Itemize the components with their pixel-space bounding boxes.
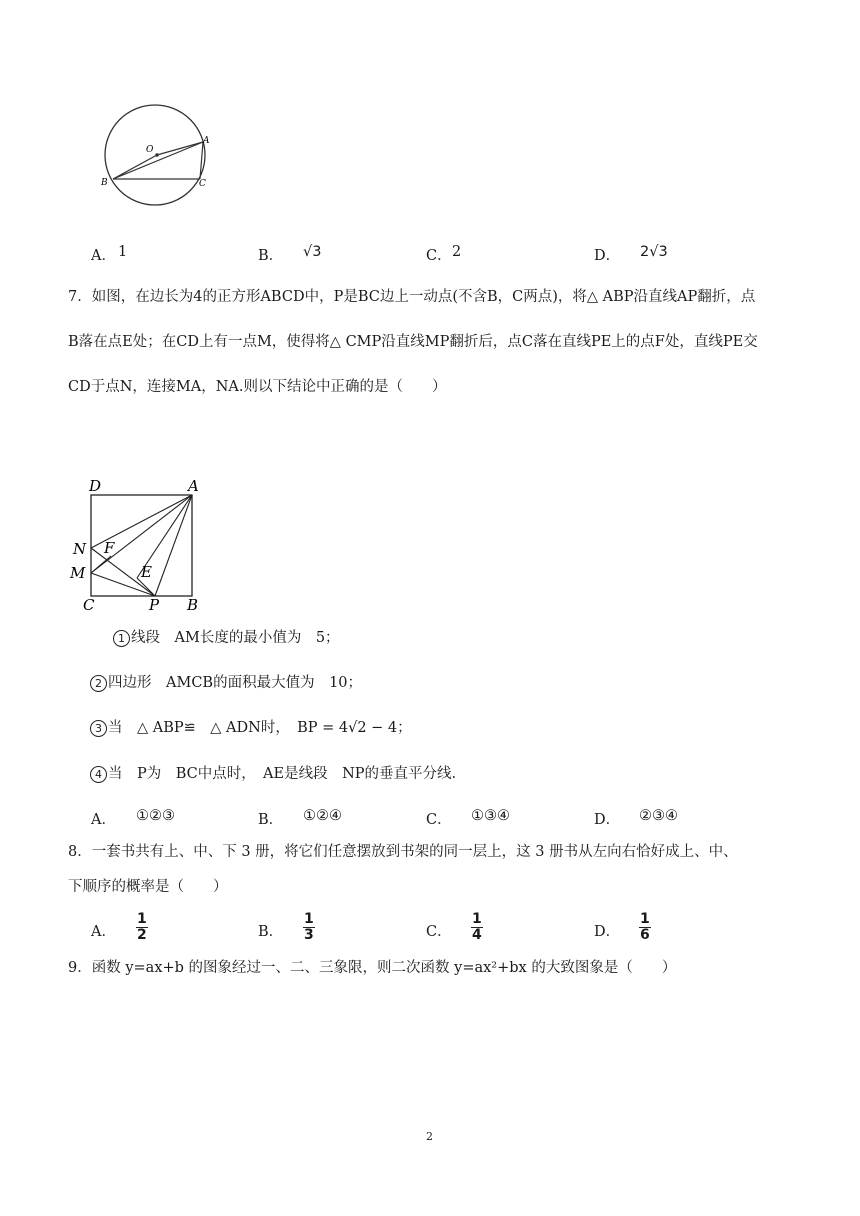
q7-item-3-text: 当 △ ABP≌ △ ADN时， BP = 4√2 − 4；: [108, 720, 412, 736]
q7-option-d-value: ②③④: [639, 808, 678, 824]
q7-option-d-letter: D．: [594, 812, 621, 828]
q7-label-d: D: [89, 477, 102, 495]
circled-number-1: 1: [113, 630, 130, 647]
q7-label-p: P: [149, 596, 160, 614]
q7-item-3: [90, 716, 412, 737]
q8-option-a-letter: A．: [91, 924, 116, 940]
q6-option-d-value: 2√3: [640, 244, 668, 260]
q6-option-b-letter: B．: [258, 248, 284, 264]
q6-option-a-letter: A．: [91, 248, 116, 264]
q7-label-e: E: [141, 563, 152, 581]
q6-option-b-value: √3: [303, 244, 322, 260]
q7-item-1: [113, 626, 340, 647]
q7-stem-line2: B落在点E处；在CD上有一点M，使得将△ CMP沿直线MP翻折后，点C落在直线PE上的点F处，直线PE交: [68, 334, 758, 350]
q6-option-d-letter: D．: [594, 248, 621, 264]
q7-option-a-value: ①②③: [136, 808, 175, 824]
q7-item-4: [90, 762, 456, 783]
q8-option-b-fraction: $\frac{1}{3}$: [304, 911, 314, 943]
q7-square-figure: [64, 474, 214, 614]
q6-option-c-letter: C．: [426, 248, 452, 264]
q7-option-c-letter: C．: [426, 812, 452, 828]
q6-circle-figure: [98, 100, 222, 210]
q8-option-d-letter: D．: [594, 924, 621, 940]
q7-item-2-text: 四边形 AMCB的面积最大值为 10；: [108, 675, 363, 691]
q8-stem-line2: 下顺序的概率是（ ）: [68, 879, 228, 895]
q7-option-b-value: ①②④: [303, 808, 342, 824]
q8-stem-line1: 8．一套书共有上、中、下 3 册，将它们任意摆放到书架的同一层上，这 3 册书从左向右恰好成上、中、: [68, 844, 738, 860]
q7-label-m: M: [70, 564, 86, 582]
q9-stem: 9．函数 y=ax+b 的图象经过一、二、三象限，则二次函数 y=ax²+bx 的大致图象是（ ）: [68, 960, 677, 976]
q7-label-n: N: [73, 540, 87, 558]
q7-label-a: A: [188, 477, 199, 495]
q6-option-c-value: 2: [452, 244, 462, 260]
q7-stem-line1: 7．如图，在边长为4的正方形ABCD中，P是BC边上一动点(不含B，C两点)，将△ ABP沿直线AP翻折，点: [68, 289, 756, 305]
q6-label-b: B: [101, 178, 108, 188]
q8-option-b-letter: B．: [258, 924, 284, 940]
q7-option-b-letter: B．: [258, 812, 284, 828]
q7-label-b: B: [187, 596, 199, 614]
q7-stem-line3: CD于点N，连接MA，NA.则以下结论中正确的是（ ）: [68, 379, 447, 395]
q6-label-o: O: [146, 145, 154, 155]
q7-label-c: C: [83, 596, 95, 614]
page-number: 2: [426, 1130, 433, 1143]
q8-option-d-fraction: $\frac{1}{6}$: [640, 911, 650, 943]
q8-option-a-fraction: $\frac{1}{2}$: [137, 911, 147, 943]
q7-label-f: F: [104, 539, 115, 557]
q7-item-1-text: 线段 AM长度的最小值为 5；: [131, 630, 340, 646]
q6-label-a: A: [203, 136, 210, 146]
circled-number-3: 3: [90, 720, 107, 737]
circled-number-4: 4: [90, 766, 107, 783]
circled-number-2: 2: [90, 675, 107, 692]
q8-option-c-fraction: $\frac{1}{4}$: [472, 911, 482, 943]
q6-option-a-value: 1: [118, 244, 128, 260]
q7-item-4-text: 当 P为 BC中点时， AE是线段 NP的垂直平分线.: [108, 766, 457, 782]
q7-option-c-value: ①③④: [471, 808, 510, 824]
q7-option-a-letter: A．: [91, 812, 116, 828]
q6-label-c: C: [199, 179, 206, 189]
q8-option-c-letter: C．: [426, 924, 452, 940]
q7-item-2: [90, 671, 362, 692]
